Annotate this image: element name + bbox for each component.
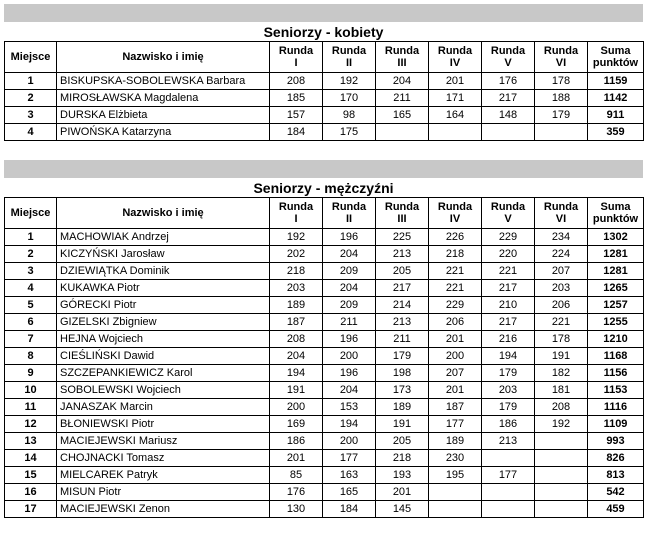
- header-round-label: Runda: [437, 201, 473, 213]
- round-3-score-cell: 204: [376, 73, 429, 90]
- round-5-score-cell: [482, 501, 535, 518]
- round-6-score-cell: 181: [535, 382, 588, 399]
- header-place: Miejsce: [5, 42, 57, 73]
- round-2-score-cell: 196: [323, 365, 376, 382]
- round-5-score-cell: 210: [482, 297, 535, 314]
- header-round-label: Runda: [278, 201, 314, 213]
- place-cell: 7: [5, 331, 57, 348]
- place-cell: 12: [5, 416, 57, 433]
- section-separator-bar: [4, 160, 643, 178]
- header-round-label: Runda: [384, 201, 420, 213]
- round-3-score-cell: 225: [376, 229, 429, 246]
- round-4-score-cell: 201: [429, 73, 482, 90]
- header-row: [5, 198, 644, 229]
- name-cell: GÓRECKI Piotr: [57, 297, 270, 314]
- table-row: [5, 365, 644, 382]
- round-5-score-cell: 217: [482, 314, 535, 331]
- women-table-body: [5, 73, 644, 141]
- table-row: [5, 229, 644, 246]
- header-round-4: [429, 198, 482, 229]
- table-row: [5, 433, 644, 450]
- round-1-score-cell: 208: [270, 73, 323, 90]
- round-4-score-cell: 177: [429, 416, 482, 433]
- place-cell: 4: [5, 280, 57, 297]
- sum-cell: 542: [588, 484, 644, 501]
- round-5-score-cell: 179: [482, 399, 535, 416]
- sum-cell: 911: [588, 107, 644, 124]
- table-row: [5, 246, 644, 263]
- round-5-score-cell: 216: [482, 331, 535, 348]
- round-3-score-cell: 213: [376, 246, 429, 263]
- header-round-2: [323, 42, 376, 73]
- header-round-label: Runda: [543, 45, 579, 57]
- round-5-score-cell: 148: [482, 107, 535, 124]
- header-round-4: [429, 42, 482, 73]
- round-2-score-cell: 196: [323, 229, 376, 246]
- header-sum: [588, 42, 644, 73]
- name-cell: MIELCAREK Patryk: [57, 467, 270, 484]
- round-6-score-cell: 206: [535, 297, 588, 314]
- round-3-score-cell: 211: [376, 331, 429, 348]
- round-2-score-cell: 163: [323, 467, 376, 484]
- round-3-score-cell: 213: [376, 314, 429, 331]
- round-3-score-cell: 191: [376, 416, 429, 433]
- round-2-score-cell: 204: [323, 280, 376, 297]
- sum-cell: 1156: [588, 365, 644, 382]
- header-round-numeral: V: [504, 57, 512, 69]
- round-5-score-cell: 217: [482, 90, 535, 107]
- round-1-score-cell: 201: [270, 450, 323, 467]
- sum-cell: 459: [588, 501, 644, 518]
- round-1-score-cell: 187: [270, 314, 323, 331]
- round-4-score-cell: 207: [429, 365, 482, 382]
- round-1-score-cell: 200: [270, 399, 323, 416]
- men-table-body: [5, 229, 644, 518]
- name-cell: PIWOŃSKA Katarzyna: [57, 124, 270, 141]
- round-3-score-cell: 214: [376, 297, 429, 314]
- header-round-3: [376, 198, 429, 229]
- header-round-1: [270, 198, 323, 229]
- round-5-score-cell: 203: [482, 382, 535, 399]
- round-5-score-cell: 213: [482, 433, 535, 450]
- header-sum-top: Suma: [600, 201, 631, 213]
- table-row: [5, 484, 644, 501]
- name-cell: MACIEJEWSKI Zenon: [57, 501, 270, 518]
- round-6-score-cell: 191: [535, 348, 588, 365]
- round-6-score-cell: 203: [535, 280, 588, 297]
- name-cell: CIEŚLIŃSKI Dawid: [57, 348, 270, 365]
- round-4-score-cell: [429, 501, 482, 518]
- table-row: [5, 467, 644, 484]
- round-3-score-cell: 218: [376, 450, 429, 467]
- header-round-label: Runda: [331, 45, 367, 57]
- header-round-6: [535, 42, 588, 73]
- round-3-score-cell: 198: [376, 365, 429, 382]
- sum-cell: 1281: [588, 263, 644, 280]
- round-1-score-cell: 203: [270, 280, 323, 297]
- round-2-score-cell: 170: [323, 90, 376, 107]
- round-6-score-cell: 207: [535, 263, 588, 280]
- round-6-score-cell: 178: [535, 73, 588, 90]
- name-cell: MACHOWIAK Andrzej: [57, 229, 270, 246]
- table-row: [5, 331, 644, 348]
- round-4-score-cell: 221: [429, 280, 482, 297]
- round-4-score-cell: 230: [429, 450, 482, 467]
- name-cell: DZIEWIĄTKA Dominik: [57, 263, 270, 280]
- round-2-score-cell: 209: [323, 297, 376, 314]
- round-3-score-cell: [376, 124, 429, 141]
- place-cell: 5: [5, 297, 57, 314]
- round-2-score-cell: 153: [323, 399, 376, 416]
- place-cell: 2: [5, 246, 57, 263]
- place-cell: 10: [5, 382, 57, 399]
- round-2-score-cell: 177: [323, 450, 376, 467]
- sum-cell: 1109: [588, 416, 644, 433]
- header-round-label: Runda: [437, 45, 473, 57]
- place-cell: 2: [5, 90, 57, 107]
- round-5-score-cell: 194: [482, 348, 535, 365]
- sum-cell: 1210: [588, 331, 644, 348]
- round-1-score-cell: 85: [270, 467, 323, 484]
- table-row: [5, 348, 644, 365]
- round-5-score-cell: 229: [482, 229, 535, 246]
- round-4-score-cell: 206: [429, 314, 482, 331]
- men-table-header: [5, 198, 644, 229]
- sum-cell: 1302: [588, 229, 644, 246]
- round-4-score-cell: [429, 124, 482, 141]
- sum-cell: 1153: [588, 382, 644, 399]
- round-2-score-cell: 192: [323, 73, 376, 90]
- place-cell: 14: [5, 450, 57, 467]
- header-round-label: Runda: [278, 45, 314, 57]
- place-cell: 11: [5, 399, 57, 416]
- round-3-score-cell: 179: [376, 348, 429, 365]
- round-2-score-cell: 204: [323, 382, 376, 399]
- table-row: [5, 399, 644, 416]
- round-2-score-cell: 175: [323, 124, 376, 141]
- women-section-title: Seniorzy - kobiety: [263, 24, 384, 40]
- header-round-numeral: III: [397, 57, 407, 69]
- sum-cell: 813: [588, 467, 644, 484]
- round-4-score-cell: 164: [429, 107, 482, 124]
- round-6-score-cell: [535, 124, 588, 141]
- header-round-3: [376, 42, 429, 73]
- round-2-score-cell: 184: [323, 501, 376, 518]
- header-round-numeral: V: [504, 213, 512, 225]
- sum-cell: 993: [588, 433, 644, 450]
- name-cell: BŁONIEWSKI Piotr: [57, 416, 270, 433]
- round-2-score-cell: 204: [323, 246, 376, 263]
- header-round-label: Runda: [543, 201, 579, 213]
- header-round-label: Runda: [490, 201, 526, 213]
- table-row: [5, 382, 644, 399]
- table-row: [5, 416, 644, 433]
- round-1-score-cell: 204: [270, 348, 323, 365]
- round-1-score-cell: 189: [270, 297, 323, 314]
- header-place: Miejsce: [5, 198, 57, 229]
- round-4-score-cell: [429, 484, 482, 501]
- round-4-score-cell: 187: [429, 399, 482, 416]
- round-3-score-cell: 205: [376, 263, 429, 280]
- round-2-score-cell: 211: [323, 314, 376, 331]
- round-2-score-cell: 194: [323, 416, 376, 433]
- round-2-score-cell: 165: [323, 484, 376, 501]
- round-3-score-cell: 193: [376, 467, 429, 484]
- round-2-score-cell: 200: [323, 348, 376, 365]
- round-5-score-cell: 217: [482, 280, 535, 297]
- header-round-numeral: IV: [449, 213, 461, 225]
- table-row: [5, 297, 644, 314]
- name-cell: SOBOLEWSKI Wojciech: [57, 382, 270, 399]
- place-cell: 1: [5, 73, 57, 90]
- name-cell: DURSKA Elżbieta: [57, 107, 270, 124]
- round-5-score-cell: [482, 124, 535, 141]
- sum-cell: 1168: [588, 348, 644, 365]
- round-6-score-cell: [535, 467, 588, 484]
- round-6-score-cell: [535, 433, 588, 450]
- table-row: [5, 90, 644, 107]
- header-round-numeral: III: [397, 213, 407, 225]
- round-2-score-cell: 98: [323, 107, 376, 124]
- women-table-header: [5, 42, 644, 73]
- round-4-score-cell: 229: [429, 297, 482, 314]
- round-6-score-cell: [535, 484, 588, 501]
- name-cell: HEJNA Wojciech: [57, 331, 270, 348]
- sum-cell: 1265: [588, 280, 644, 297]
- round-1-score-cell: 194: [270, 365, 323, 382]
- round-5-score-cell: 176: [482, 73, 535, 90]
- header-round-numeral: IV: [449, 57, 461, 69]
- name-cell: GIZELSKI Zbigniew: [57, 314, 270, 331]
- header-round-6: [535, 198, 588, 229]
- header-round-5: [482, 198, 535, 229]
- round-3-score-cell: 173: [376, 382, 429, 399]
- round-6-score-cell: [535, 450, 588, 467]
- sum-cell: 1142: [588, 90, 644, 107]
- round-6-score-cell: 234: [535, 229, 588, 246]
- table-row: [5, 107, 644, 124]
- header-sum-bottom: punktów: [592, 213, 639, 225]
- sum-cell: 826: [588, 450, 644, 467]
- round-6-score-cell: 224: [535, 246, 588, 263]
- header-round-5: [482, 42, 535, 73]
- header-round-numeral: VI: [555, 57, 567, 69]
- round-1-score-cell: 130: [270, 501, 323, 518]
- table-row: [5, 124, 644, 141]
- header-sum: [588, 198, 644, 229]
- place-cell: 3: [5, 263, 57, 280]
- round-1-score-cell: 191: [270, 382, 323, 399]
- round-6-score-cell: 221: [535, 314, 588, 331]
- round-5-score-cell: [482, 450, 535, 467]
- round-4-score-cell: 201: [429, 331, 482, 348]
- round-5-score-cell: 186: [482, 416, 535, 433]
- round-6-score-cell: 192: [535, 416, 588, 433]
- round-3-score-cell: 145: [376, 501, 429, 518]
- header-row: [5, 42, 644, 73]
- header-sum-top: Suma: [600, 45, 631, 57]
- header-round-label: Runda: [331, 201, 367, 213]
- round-1-score-cell: 192: [270, 229, 323, 246]
- header-round-1: [270, 42, 323, 73]
- round-3-score-cell: 201: [376, 484, 429, 501]
- header-round-numeral: I: [294, 57, 298, 69]
- round-5-score-cell: [482, 484, 535, 501]
- round-1-score-cell: 202: [270, 246, 323, 263]
- round-1-score-cell: 184: [270, 124, 323, 141]
- round-6-score-cell: 178: [535, 331, 588, 348]
- round-3-score-cell: 205: [376, 433, 429, 450]
- round-6-score-cell: 182: [535, 365, 588, 382]
- name-cell: CHOJNACKI Tomasz: [57, 450, 270, 467]
- round-5-score-cell: 179: [482, 365, 535, 382]
- place-cell: 4: [5, 124, 57, 141]
- table-row: [5, 501, 644, 518]
- sum-cell: 1257: [588, 297, 644, 314]
- place-cell: 9: [5, 365, 57, 382]
- header-name: Nazwisko i imię: [57, 42, 270, 73]
- section-separator-bar: [4, 4, 643, 22]
- header-round-numeral: I: [294, 213, 298, 225]
- round-1-score-cell: 169: [270, 416, 323, 433]
- round-3-score-cell: 189: [376, 399, 429, 416]
- round-6-score-cell: 188: [535, 90, 588, 107]
- round-1-score-cell: 185: [270, 90, 323, 107]
- round-2-score-cell: 209: [323, 263, 376, 280]
- name-cell: KUKAWKA Piotr: [57, 280, 270, 297]
- round-1-score-cell: 186: [270, 433, 323, 450]
- round-2-score-cell: 200: [323, 433, 376, 450]
- men-section-title: Seniorzy - mężczyźni: [253, 180, 394, 196]
- name-cell: MISUN Piotr: [57, 484, 270, 501]
- name-cell: KICZYŃSKI Jarosław: [57, 246, 270, 263]
- table-row: [5, 280, 644, 297]
- name-cell: SZCZEPANKIEWICZ Karol: [57, 365, 270, 382]
- table-row: [5, 314, 644, 331]
- round-4-score-cell: 195: [429, 467, 482, 484]
- header-round-label: Runda: [384, 45, 420, 57]
- place-cell: 15: [5, 467, 57, 484]
- round-6-score-cell: 208: [535, 399, 588, 416]
- place-cell: 3: [5, 107, 57, 124]
- round-5-score-cell: 221: [482, 263, 535, 280]
- place-cell: 6: [5, 314, 57, 331]
- place-cell: 16: [5, 484, 57, 501]
- round-4-score-cell: 189: [429, 433, 482, 450]
- table-row: [5, 450, 644, 467]
- round-4-score-cell: 171: [429, 90, 482, 107]
- name-cell: JANASZAK Marcin: [57, 399, 270, 416]
- header-round-2: [323, 198, 376, 229]
- round-6-score-cell: [535, 501, 588, 518]
- place-cell: 1: [5, 229, 57, 246]
- place-cell: 17: [5, 501, 57, 518]
- round-3-score-cell: 211: [376, 90, 429, 107]
- round-4-score-cell: 226: [429, 229, 482, 246]
- name-cell: BISKUPSKA-SOBOLEWSKA Barbara: [57, 73, 270, 90]
- round-4-score-cell: 218: [429, 246, 482, 263]
- header-round-numeral: VI: [555, 213, 567, 225]
- sum-cell: 1255: [588, 314, 644, 331]
- round-1-score-cell: 157: [270, 107, 323, 124]
- women-results-table: [4, 41, 644, 141]
- sum-cell: 1281: [588, 246, 644, 263]
- table-row: [5, 73, 644, 90]
- round-5-score-cell: 220: [482, 246, 535, 263]
- sum-cell: 359: [588, 124, 644, 141]
- round-1-score-cell: 176: [270, 484, 323, 501]
- table-row: [5, 263, 644, 280]
- round-3-score-cell: 217: [376, 280, 429, 297]
- round-4-score-cell: 201: [429, 382, 482, 399]
- header-round-label: Runda: [490, 45, 526, 57]
- round-5-score-cell: 177: [482, 467, 535, 484]
- header-round-numeral: II: [345, 57, 353, 69]
- round-6-score-cell: 179: [535, 107, 588, 124]
- round-4-score-cell: 200: [429, 348, 482, 365]
- round-1-score-cell: 218: [270, 263, 323, 280]
- round-3-score-cell: 165: [376, 107, 429, 124]
- place-cell: 8: [5, 348, 57, 365]
- header-sum-bottom: punktów: [592, 57, 639, 69]
- place-cell: 13: [5, 433, 57, 450]
- round-1-score-cell: 208: [270, 331, 323, 348]
- round-4-score-cell: 221: [429, 263, 482, 280]
- men-results-table: [4, 197, 644, 518]
- sum-cell: 1116: [588, 399, 644, 416]
- name-cell: MIROSŁAWSKA Magdalena: [57, 90, 270, 107]
- header-name: Nazwisko i imię: [57, 198, 270, 229]
- round-2-score-cell: 196: [323, 331, 376, 348]
- name-cell: MACIEJEWSKI Mariusz: [57, 433, 270, 450]
- header-round-numeral: II: [345, 213, 353, 225]
- sum-cell: 1159: [588, 73, 644, 90]
